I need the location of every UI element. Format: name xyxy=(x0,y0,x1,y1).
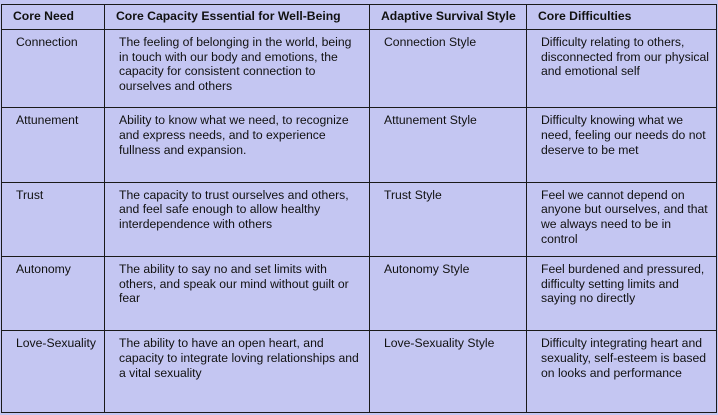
core-difficulty-cell: Difficulty integrating heart and sexuality, self-esteem is based on looks and performance xyxy=(527,331,717,413)
header-core-difficulties: Core Difficulties xyxy=(527,5,717,30)
header-adaptive-survival-style: Adaptive Survival Style xyxy=(370,5,527,30)
survival-style-cell: Connection Style xyxy=(370,30,527,108)
core-capacity-cell: Ability to know what we need, to recognize and express needs, and to experience fullness and expansion. xyxy=(105,108,370,182)
core-capacity-cell: The capacity to trust ourselves and others, and feel safe enough to allow healthy interdependence with others xyxy=(105,182,370,256)
table-row xyxy=(2,257,717,331)
table-header-row xyxy=(2,5,717,30)
core-difficulty-cell: Difficulty relating to others, disconnected from our physical and emotional self xyxy=(527,30,717,108)
survival-style-cell: Trust Style xyxy=(370,182,527,256)
core-need-cell: Autonomy xyxy=(2,257,105,331)
core-need-cell: Attunement xyxy=(2,108,105,182)
core-need-cell: Trust xyxy=(2,182,105,256)
core-capacity-cell: The ability to say no and set limits with others, and speak our mind without guilt or fear xyxy=(105,257,370,331)
core-capacity-cell: The feeling of belonging in the world, being in touch with our body and emotions, the capacity for consistent connection to ourselves and others xyxy=(105,30,370,108)
survival-style-cell: Autonomy Style xyxy=(370,257,527,331)
table-row xyxy=(2,331,717,413)
core-needs-table xyxy=(1,4,717,413)
table-row xyxy=(2,182,717,256)
survival-style-cell: Attunement Style xyxy=(370,108,527,182)
survival-style-cell: Love-Sexuality Style xyxy=(370,331,527,413)
header-core-need: Core Need xyxy=(2,5,105,30)
core-difficulty-cell: Feel burdened and pressured, difficulty setting limits and saying no directly xyxy=(527,257,717,331)
table-row xyxy=(2,30,717,108)
core-capacity-cell: The ability to have an open heart, and capacity to integrate loving relationships and a vital sexuality xyxy=(105,331,370,413)
core-need-cell: Love-Sexuality xyxy=(2,331,105,413)
core-difficulty-cell: Feel we cannot depend on anyone but ourselves, and that we always need to be in control xyxy=(527,182,717,256)
header-core-capacity: Core Capacity Essential for Well-Being xyxy=(105,5,370,30)
core-difficulty-cell: Difficulty knowing what we need, feeling our needs do not deserve to be met xyxy=(527,108,717,182)
core-need-cell: Connection xyxy=(2,30,105,108)
table-row xyxy=(2,108,717,182)
